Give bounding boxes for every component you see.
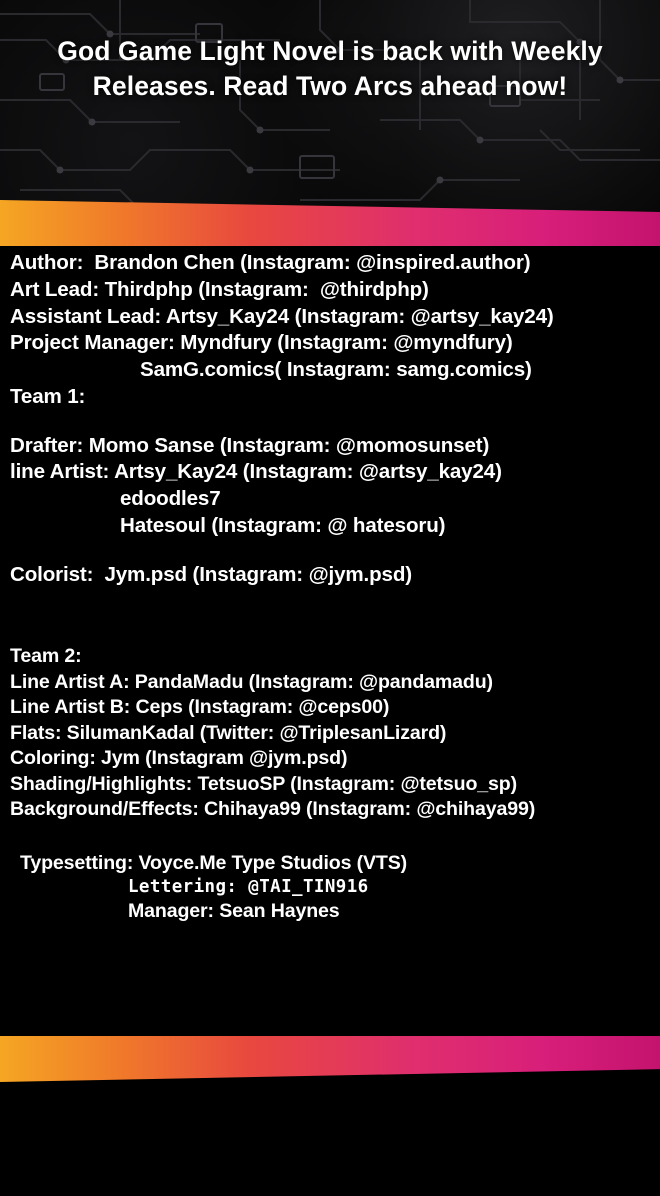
team2-flats: Flats: SilumanKadal (Twitter: @TriplesanLizard) <box>10 721 447 744</box>
spacer <box>10 411 650 433</box>
credit-project-manager: Project Manager: Myndfury (Instagram: @myndfury) <box>10 331 513 355</box>
spacer <box>10 540 650 562</box>
team2-shading-highlights: Shading/Highlights: TetsuoSP (Instagram: @tetsuo_sp) <box>10 772 517 795</box>
team1-title: Team 1: <box>10 384 86 408</box>
bottom-gradient-band <box>0 1036 660 1082</box>
credit-assistant-lead: Assistant Lead: Artsy_Kay24 (Instagram: @artsy_kay24) <box>10 304 554 328</box>
team2-coloring: Coloring: Jym (Instagram @jym.psd) <box>10 747 348 770</box>
typesetting-block <box>10 845 650 925</box>
typesetting-manager: Manager: Sean Haynes <box>128 899 340 922</box>
typesetting-studio: Typesetting: Voyce.Me Type Studios (VTS) <box>20 851 408 874</box>
typesetting-lettering: Lettering: @TAI_TIN916 <box>128 877 369 898</box>
team2-background-effects: Background/Effects: Chihaya99 (Instagram: @chihaya99) <box>10 798 536 821</box>
team1-line-artist-extra-1: edoodles7 <box>120 487 221 511</box>
team2-line-artist-a: Line Artist A: PandaMadu (Instagram: @pandamadu) <box>10 670 493 693</box>
page-headline: God Game Light Novel is back with Weekly Releases. Read Two Arcs ahead now! <box>57 36 603 101</box>
spacer <box>10 588 650 622</box>
team1-drafter: Drafter: Momo Sanse (Instagram: @momosunset) <box>10 433 490 457</box>
credit-samg-comics: SamG.comics( Instagram: samg.comics) <box>140 358 532 382</box>
credits-list <box>0 250 660 924</box>
spacer <box>10 622 650 644</box>
team2-title: Team 2: <box>10 645 82 668</box>
team1-line-artist-extra-2: Hatesoul (Instagram: @ hatesoru) <box>120 513 446 537</box>
spacer <box>10 823 650 845</box>
team1-line-artist: line Artist: Artsy_Kay24 (Instagram: @artsy_kay24) <box>10 460 502 484</box>
team1-colorist: Colorist: Jym.psd (Instagram: @jym.psd) <box>10 562 412 586</box>
credit-author: Author: Brandon Chen (Instagram: @inspired.author) <box>10 251 531 274</box>
team2-line-artist-b: Line Artist B: Ceps (Instagram: @ceps00) <box>10 696 390 719</box>
credit-art-lead: Art Lead: Thirdphp (Instagram: @thirdphp) <box>10 277 429 301</box>
